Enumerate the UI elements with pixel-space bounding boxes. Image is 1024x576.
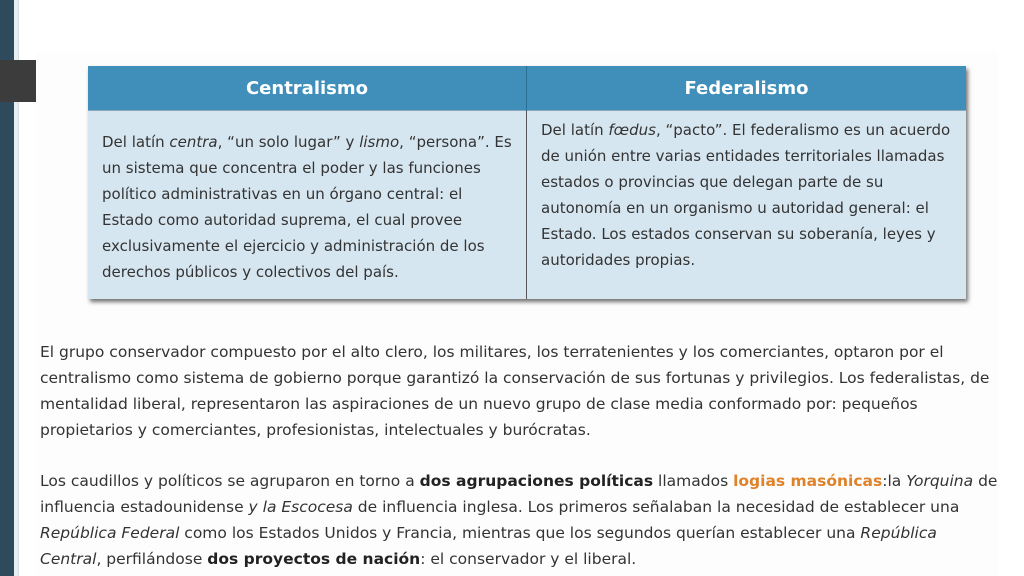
italic-term: República Federal	[40, 524, 180, 542]
bold-term: dos proyectos de nación	[207, 550, 421, 568]
italic-term: lismo	[359, 133, 400, 151]
header-federalismo: Federalismo	[527, 66, 967, 111]
cell-federalismo	[527, 111, 967, 300]
paragraph-caudillos	[40, 468, 1000, 572]
italic-term: centra	[169, 133, 218, 151]
text: Del latín	[102, 133, 170, 151]
text: de influencia estadounidense	[40, 472, 998, 516]
italic-term: fœdus	[608, 121, 656, 139]
comparison-table	[88, 66, 966, 299]
text: , “persona”. Es un sistema que concentra el poder y las funciones político administrativas en un órgano central: el Estado como autoridad suprema, el cual provee exclusivamente el ejercicio y administración de los derechos públicos y colectivos del país.	[102, 133, 512, 281]
table-row	[88, 111, 966, 300]
italic-term: Yorquina	[906, 472, 974, 490]
text: como los Estados Unidos y Francia, mientras que los segundos querían establecer una	[179, 524, 861, 542]
highlight-term: logias masónicas	[733, 472, 883, 490]
text: , perfilándose	[96, 550, 208, 568]
text: llamados	[653, 472, 734, 490]
text: Los caudillos y políticos se agruparon en torno a	[40, 472, 420, 490]
text: , “pacto”. El federalismo es un acuerdo de unión entre varias entidades territoriales llamadas estados o provincias que delegan parte de su autonomía en un organismo u autoridad general: el Estado. Los estados conservan su soberanía, leyes y autoridades propias.	[541, 121, 951, 269]
text: , “un solo lugar” y	[217, 133, 360, 151]
text: : el conservador y el liberal.	[420, 550, 637, 568]
text: Del latín	[541, 121, 609, 139]
cell-centralismo	[88, 111, 527, 300]
bold-term: dos agrupaciones políticas	[419, 472, 654, 490]
paragraph-conservadores: El grupo conservador compuesto por el alto clero, los militares, los terratenientes y los comerciantes, optaron por el centralismo como sistema de gobierno porque garantizó la conservación de sus fortunas y privilegios. Los federalistas, de mentalidad liberal, representaron las aspiraciones de un nuevo grupo de clase media conformado por: pequeños propietarios y comerciantes, profesionistas, intelectuales y burócratas.	[40, 343, 990, 439]
table-header-row	[88, 66, 966, 111]
header-centralismo: Centralismo	[88, 66, 527, 111]
text: :la	[882, 472, 907, 490]
text: de influencia inglesa. Los primeros señalaban la necesidad de establecer una	[352, 498, 960, 516]
italic-term: República Central	[40, 524, 937, 568]
slide-dark-tab	[0, 60, 36, 102]
italic-term: y la Escocesa	[248, 498, 353, 516]
